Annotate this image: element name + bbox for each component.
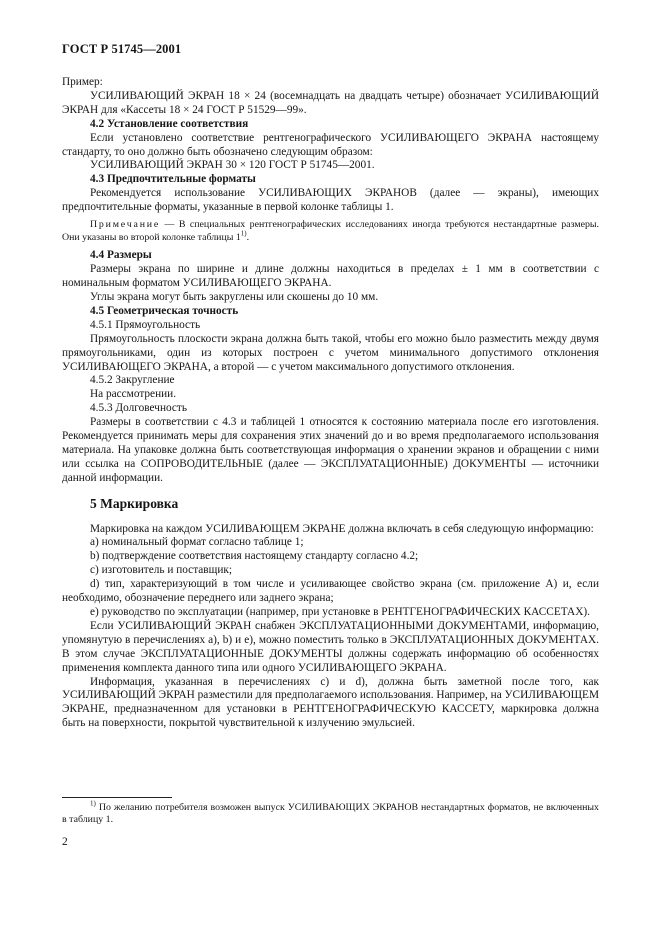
page-number: 2: [62, 836, 68, 848]
paragraph: e) руководство по эксплуатации (например, при установке в РЕНТГЕНОГРАФИЧЕСКИХ КАССЕТАХ).: [90, 606, 590, 618]
paragraph: Прямоугольность плоскости экрана должна быть такой, чтобы его можно было разместить между двумя прямоугольниками, один из которых построен с учетом минимального допустимого отклонения УСИЛИВАЮЩЕГО ЭКРАНА, а второй — с учетом максимального допустимого отклонения.: [62, 332, 599, 373]
paragraph: На рассмотрении.: [90, 388, 177, 401]
paragraph: Информация, указанная в перечислениях c) и d), должна быть заметной после того, как УСИЛИВАЮЩИЙ ЭКРАН разместили для предполагаемого использования. Например, на УСИЛИВАЮЩЕМ ЭКРАНЕ, предназначенном для установки в РЕНТГЕНОГРАФИЧЕСКУЮ КАССЕТУ, маркировка должна быть на поверхности, покрытой чувствительной к излучению эмульсией.: [62, 675, 599, 730]
paragraph: Рекомендуется использование УСИЛИВАЮЩИХ ЭКРАНОВ (далее — экраны), имеющих предпочтительные форматы, указанные в первой колонке таблицы 1.: [62, 187, 599, 214]
note-tail: .: [246, 231, 250, 243]
footnote-text: По желанию потребителя возможен выпуск УСИЛИВАЮЩИХ ЭКРАНОВ нестандартных форматов, не включенных в таблицу 1.: [62, 802, 599, 826]
paragraph: b) подтверждение соответствия настоящему стандарту согласно 4.2;: [90, 550, 419, 563]
subsection-heading: 4.2 Установление соответствия: [90, 117, 249, 130]
paragraph: d) тип, характеризующий в том числе и усиливающее свойство экрана (см. приложение А) и, если необходимо, обозначение переднего или заднего экрана;: [62, 578, 599, 605]
paragraph: c) изготовитель и поставщик;: [90, 564, 232, 577]
paragraph: УСИЛИВАЮЩИЙ ЭКРАН 30 × 120 ГОСТ Р 51745—2001.: [90, 159, 375, 172]
subsection-heading: 4.3 Предпочтительные форматы: [90, 173, 256, 186]
subsection-heading: 4.4 Размеры: [90, 249, 152, 262]
note-text: — В специальных рентгенографических исследованиях иногда требуются нестандартные размеры. Они указаны во второй колонке таблицы 1: [62, 219, 599, 243]
note-label: Примечание: [90, 219, 161, 231]
paragraph: Размеры экрана по ширине и длине должны находиться в пределах ± 1 мм в соответствии с номинальным форматом УСИЛИВАЮЩЕГО ЭКРАНА.: [62, 263, 599, 290]
paragraph: 4.5.2 Закругление: [90, 374, 175, 387]
footnote: [62, 799, 599, 827]
paragraph: 4.5.3 Долговечность: [90, 402, 188, 415]
paragraph: Если УСИЛИВАЮЩИЙ ЭКРАН снабжен ЭКСПЛУАТАЦИОННЫМИ ДОКУМЕНТАМИ, информацию, упомянутую в перечислениях a), b) и e), можно поместить только в ЭКСПЛУАТАЦИОННЫХ ДОКУМЕНТАХ. В этом случае ЭКСПЛУАТАЦИОННЫЕ ДОКУМЕНТЫ должны содержать информацию об особенностях применения комплекта данного типа или одного УСИЛИВАЮЩЕГО ЭКРАНА.: [62, 619, 599, 674]
paragraph: Если установлено соответствие рентгенографического УСИЛИВАЮЩЕГО ЭКРАНА настоящему стандарту, то оно должно быть обозначено следующим образом:: [62, 131, 599, 158]
paragraph: Размеры в соответствии с 4.3 и таблицей 1 относятся к состоянию материала после его изготовления. Рекомендуется принимать меры для сохранения этих значений до и во время предполагаемого использования материала. На упаковке должна быть соответствующая информация о хранении экранов и обращении с ними или ссылка на СОПРОВОДИТЕЛЬНЫЕ (далее — ЭКСПЛУАТАЦИОННЫЕ) ДОКУМЕНТЫ — источники данной информации.: [62, 416, 599, 484]
note-paragraph: [62, 219, 599, 244]
document-header: ГОСТ Р 51745—2001: [62, 42, 182, 56]
footnote-mark: 1): [90, 799, 96, 808]
paragraph: Пример:: [62, 76, 103, 88]
paragraph: Углы экрана могут быть закруглены или скошены до 10 мм.: [90, 290, 379, 303]
paragraph: УСИЛИВАЮЩИЙ ЭКРАН 18 × 24 (восемнадцать на двадцать четыре) обозначает УСИЛИВАЮЩИЙ ЭКРАН для «Кассеты 18 × 24 ГОСТ Р 51529—99».: [62, 89, 599, 116]
subsection-heading: 4.5 Геометрическая точность: [90, 304, 239, 317]
section-heading: 5 Маркировка: [90, 495, 179, 511]
footnote-divider: [62, 797, 172, 798]
paragraph: a) номинальный формат согласно таблице 1;: [90, 536, 304, 549]
paragraph: 4.5.1 Прямоугольность: [90, 318, 201, 331]
paragraph: Маркировка на каждом УСИЛИВАЮЩЕМ ЭКРАНЕ должна включать в себя следующую информацию:: [90, 522, 594, 535]
document-body: [62, 76, 599, 731]
footnote-reference: 1): [240, 229, 247, 238]
